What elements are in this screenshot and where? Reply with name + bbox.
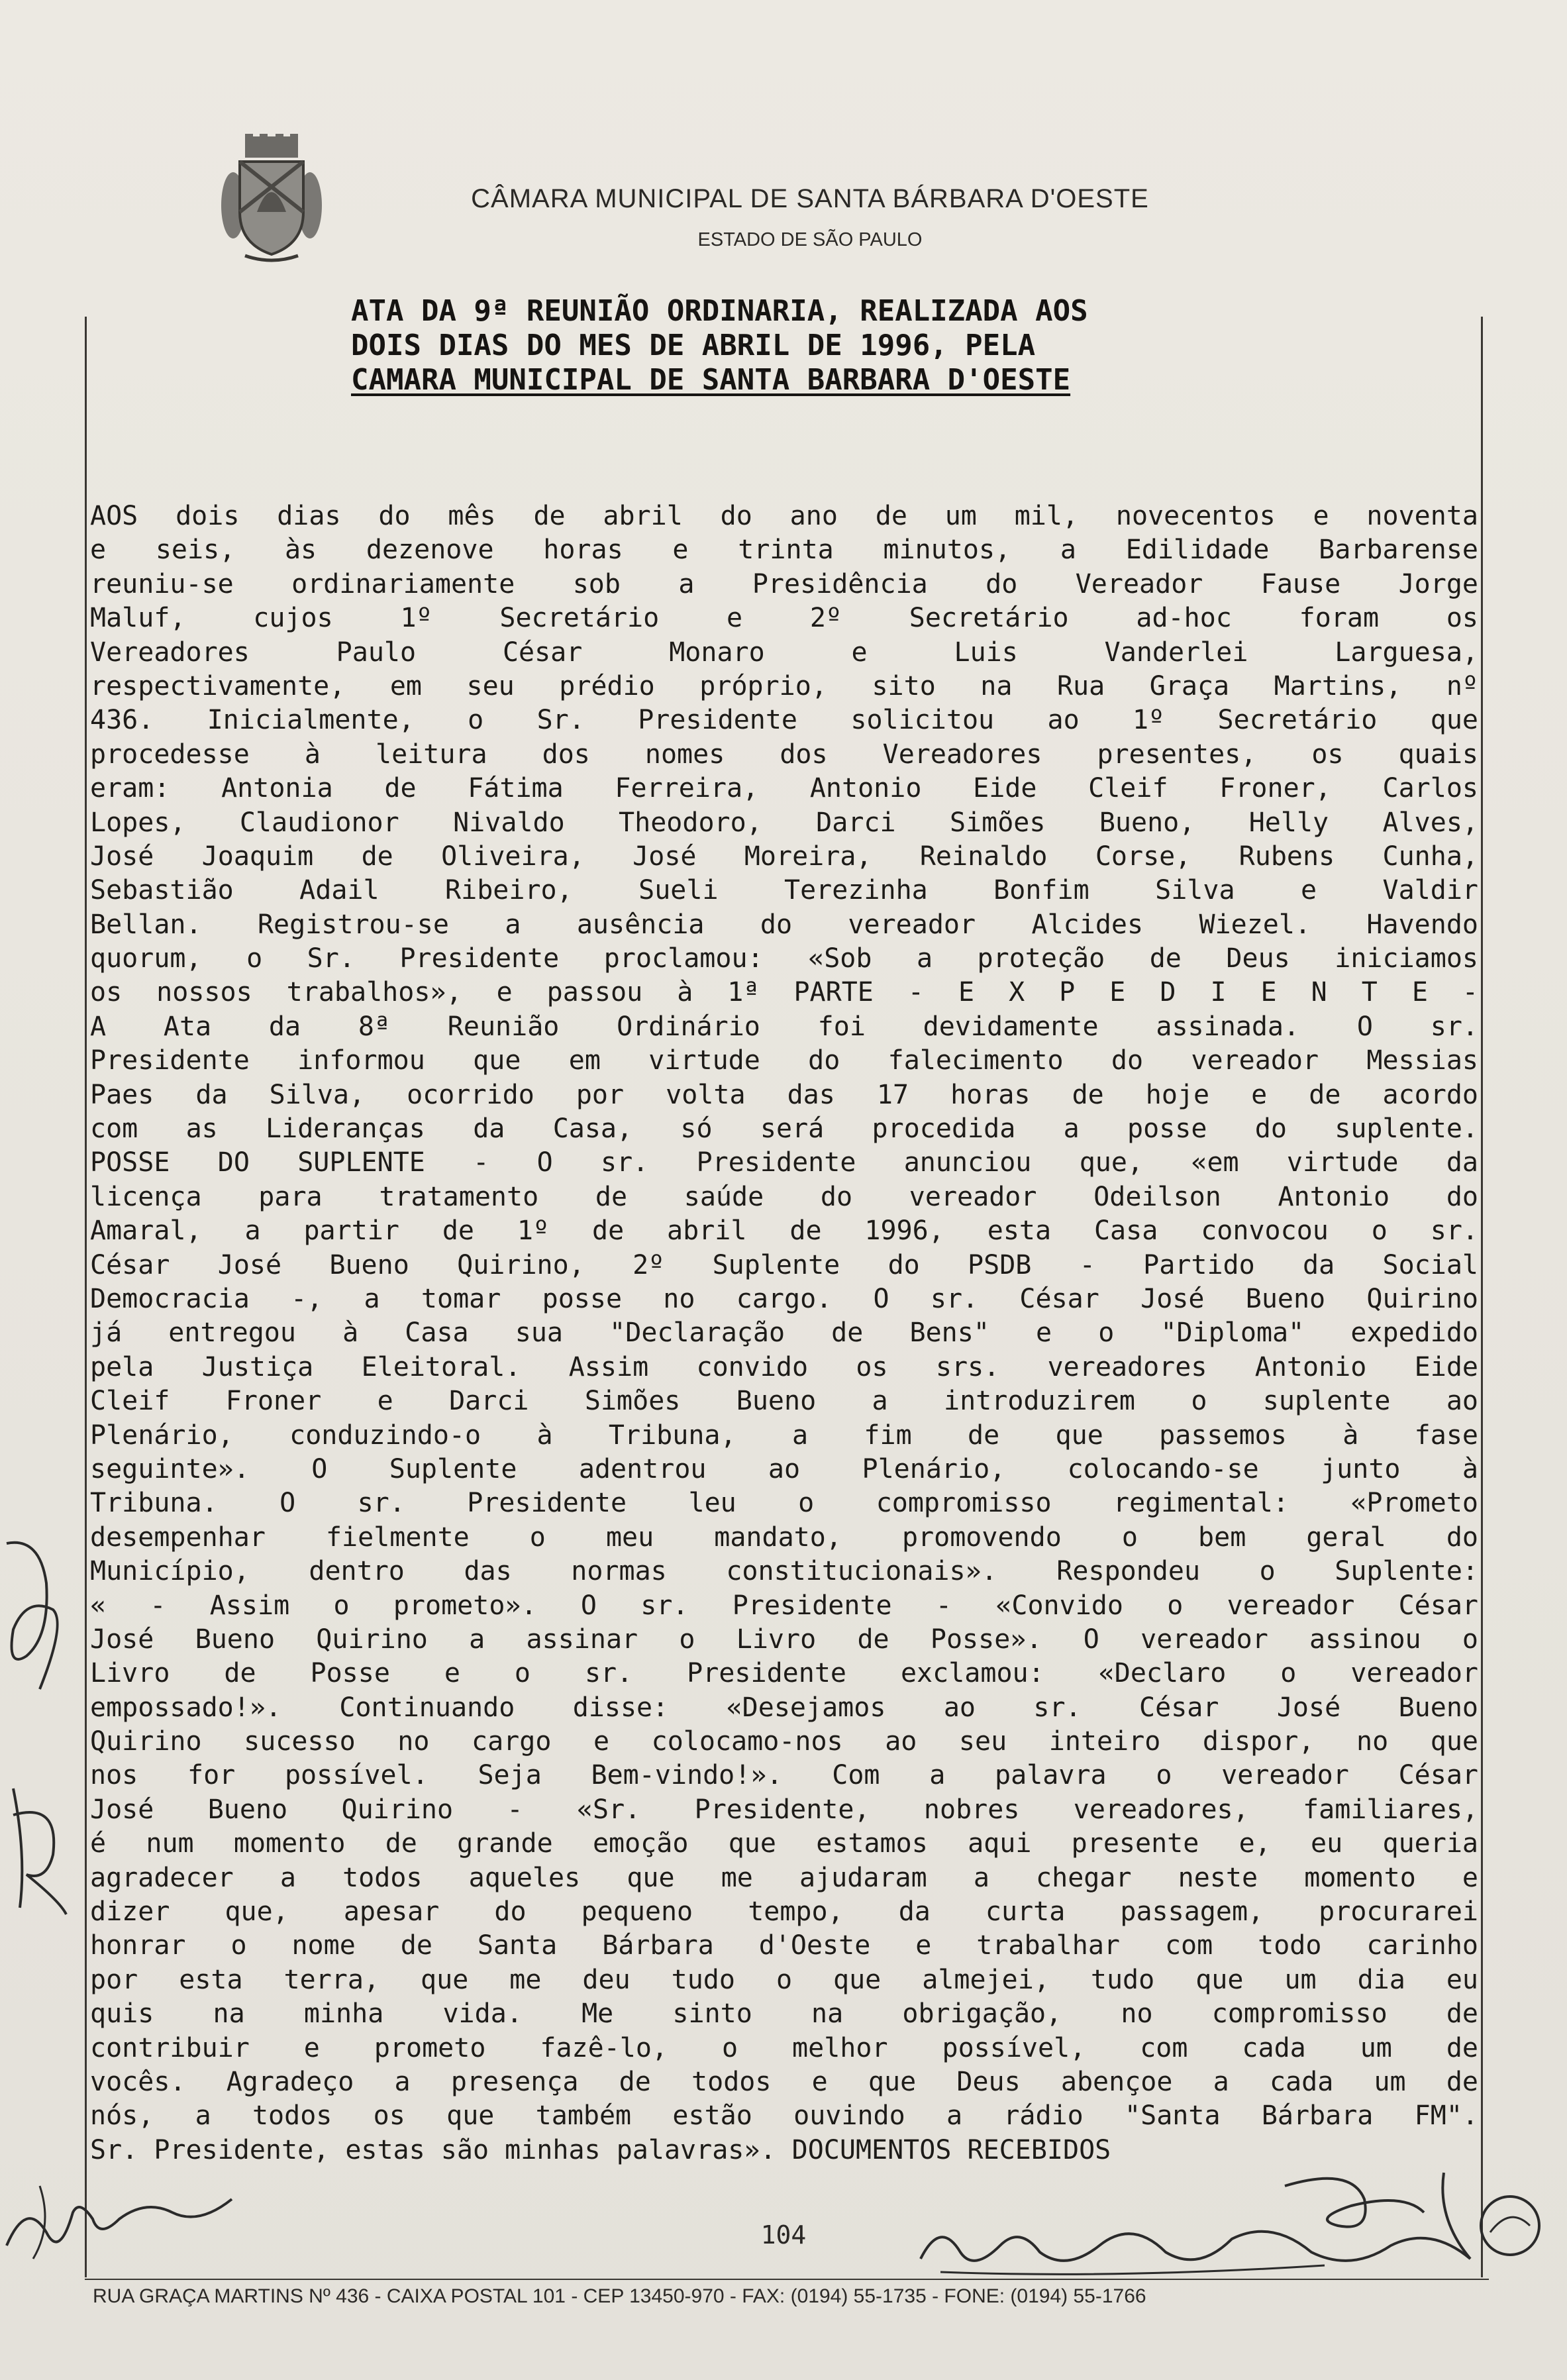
header-title: CÂMARA MUNICIPAL DE SANTA BÁRBARA D'OESTE (471, 184, 1149, 213)
text-line: Cleif Froner e Darci Simões Bueno a introduzirem o suplente ao (90, 1386, 1478, 1417)
footer-address: RUA GRAÇA MARTINS Nº 436 - CAIXA POSTAL 101 - CEP 13450-970 - FAX: (0194) 55-1735 - FONE: (0194) 55-1766 (93, 2285, 1146, 2307)
text-line: Democracia -, a tomar posse no cargo. O sr. César José Bueno Quirino (90, 1283, 1478, 1314)
left-margin-rule (85, 317, 87, 2277)
text-line: seguinte». O Suplente adentrou ao Plenário, colocando-se junto à (90, 1453, 1478, 1484)
text-line: dizer que, apesar do pequeno tempo, da curta passagem, procurarei (90, 1896, 1478, 1928)
text-line: Lopes, Claudionor Nivaldo Theodoro, Darci Simões Bueno, Helly Alves, (90, 807, 1478, 838)
text-line: licença para tratamento de saúde do vereador Odeilson Antonio do (90, 1181, 1478, 1212)
text-line: Bellan. Registrou-se a ausência do vereador Alcides Wiezel. Havendo (90, 909, 1478, 940)
text-line: com as Lideranças da Casa, só será procedida a posse do suplente. (90, 1113, 1478, 1145)
document-title (351, 294, 1252, 397)
text-line: AOS dois dias do mês de abril do ano de um mil, novecentos e noventa (90, 501, 1478, 531)
text-line: Sebastião Adail Ribeiro, Sueli Terezinha Bonfim Silva e Valdir (90, 875, 1478, 906)
text-line: pela Justiça Eleitoral. Assim convido os srs. vereadores Antonio Eide (90, 1351, 1478, 1382)
text-line: José Joaquim de Oliveira, José Moreira, Reinaldo Corse, Rubens Cunha, (90, 841, 1478, 872)
text-line: Maluf, cujos 1º Secretário e 2º Secretário ad-hoc foram os (90, 603, 1478, 634)
text-line: os nossos trabalhos», e passou à 1ª PARTE - E X P E D I E N T E - (90, 977, 1478, 1008)
text-line: César José Bueno Quirino, 2º Suplente do PSDB - Partido da Social (90, 1249, 1478, 1280)
minutes-body (90, 499, 1478, 2167)
text-line: Quirino sucesso no cargo e colocamo-nos ao seu inteiro dispor, no que (90, 1726, 1478, 1757)
margin-initials-signature (0, 1524, 79, 1696)
text-line: respectivamente, em seu prédio próprio, sito na Rua Graça Martins, nº (90, 670, 1478, 701)
header-subtitle: ESTADO DE SÃO PAULO (697, 229, 923, 250)
text-line: POSSE DO SUPLENTE - O sr. Presidente anunciou que, «em virtude da (90, 1147, 1478, 1178)
text-line: Plenário, conduzindo-o à Tribuna, a fim de que passemos à fase (90, 1420, 1478, 1451)
text-line: nos for possível. Seja Bem-vindo!». Com a palavra o vereador César (90, 1760, 1478, 1791)
text-line: eram: Antonia de Fátima Ferreira, Antonio Eide Cleif Froner, Carlos (90, 773, 1478, 804)
title-line: CAMARA MUNICIPAL DE SANTA BARBARA D'OESTE (351, 363, 1071, 397)
text-line: é num momento de grande emoção que estamos aqui presente e, eu queria (90, 1828, 1478, 1859)
margin-signature (0, 2173, 238, 2265)
text-line: contribuir e prometo fazê-lo, o melhor possível, com cada um de (90, 2032, 1478, 2063)
text-line: « - Assim o prometo». O sr. Presidente - «Convido o vereador César (90, 1590, 1478, 1621)
text-line: procedesse à leitura dos nomes dos Vereadores presentes, os quais (90, 739, 1478, 770)
text-line: quorum, o Sr. Presidente proclamou: «Sob a proteção de Deus iniciamos (90, 943, 1478, 974)
text-line: Livro de Posse e o sr. Presidente exclamou: «Declaro o vereador (90, 1658, 1478, 1689)
text-line: Município, dentro das normas constitucionais». Respondeu o Suplente: (90, 1556, 1478, 1587)
text-line: Paes da Silva, ocorrido por volta das 17 horas de hoje e de acordo (90, 1079, 1478, 1110)
text-line: Amaral, a partir de 1º de abril de 1996, esta Casa convocou o sr. (90, 1216, 1478, 1247)
text-line: José Bueno Quirino - «Sr. Presidente, nobres vereadores, familiares, (90, 1794, 1478, 1825)
text-line: Sr. Presidente, estas são minhas palavras». DOCUMENTOS RECEBIDOS (90, 2134, 1111, 2165)
text-line: 436. Inicialmente, o Sr. Presidente solicitou ao 1º Secretário que (90, 705, 1478, 736)
page-number: 104 (760, 2220, 807, 2250)
text-line: José Bueno Quirino a assinar o Livro de Posse». O vereador assinou o (90, 1624, 1478, 1655)
text-line: já entregou à Casa sua "Declaração de Bens" e o "Diploma" expedido (90, 1318, 1478, 1349)
title-line: DOIS DIAS DO MES DE ABRIL DE 1996, PELA (351, 329, 1036, 362)
text-line: honrar o nome de Santa Bárbara d'Oeste e trabalhar com todo carinho (90, 1930, 1478, 1961)
text-line: vocês. Agradeço a presença de todos e que Deus abençoe a cada um de (90, 2066, 1478, 2097)
text-line: por esta terra, que me deu tudo o que almejei, tudo que um dia eu (90, 1964, 1478, 1995)
text-line: nós, a todos os que também estão ouvindo a rádio "Santa Bárbara FM". (90, 2100, 1478, 2132)
text-line: Vereadores Paulo César Monaro e Luis Vanderlei Larguesa, (90, 637, 1478, 668)
text-line: agradecer a todos aqueles que me ajudaram a chegar neste momento e (90, 1862, 1478, 1893)
text-line: e seis, às dezenove horas e trinta minutos, a Edilidade Barbarense (90, 535, 1478, 566)
text-line: A Ata da 8ª Reunião Ordinário foi devidamente assinada. O sr. (90, 1011, 1478, 1042)
text-line: Tribuna. O sr. Presidente leu o compromisso regimental: «Prometo (90, 1488, 1478, 1519)
text-line: desempenhar fielmente o meu mandato, promovendo o bem geral do (90, 1522, 1478, 1553)
title-line: ATA DA 9ª REUNIÃO ORDINARIA, REALIZADA AOS (351, 294, 1088, 328)
text-line: Presidente informou que em virtude do falecimento do vereador Messias (90, 1045, 1478, 1076)
text-line: reuniu-se ordinariamente sob a Presidência do Vereador Fause Jorge (90, 568, 1478, 599)
right-margin-rule (1481, 317, 1483, 2277)
text-line: empossado!». Continuando disse: «Desejamos ao sr. César José Bueno (90, 1692, 1478, 1723)
text-line: quis na minha vida. Me sinto na obrigação, no compromisso de (90, 1998, 1478, 2030)
margin-initials-signature (0, 1775, 79, 1921)
bottom-right-signature (1272, 2159, 1550, 2265)
